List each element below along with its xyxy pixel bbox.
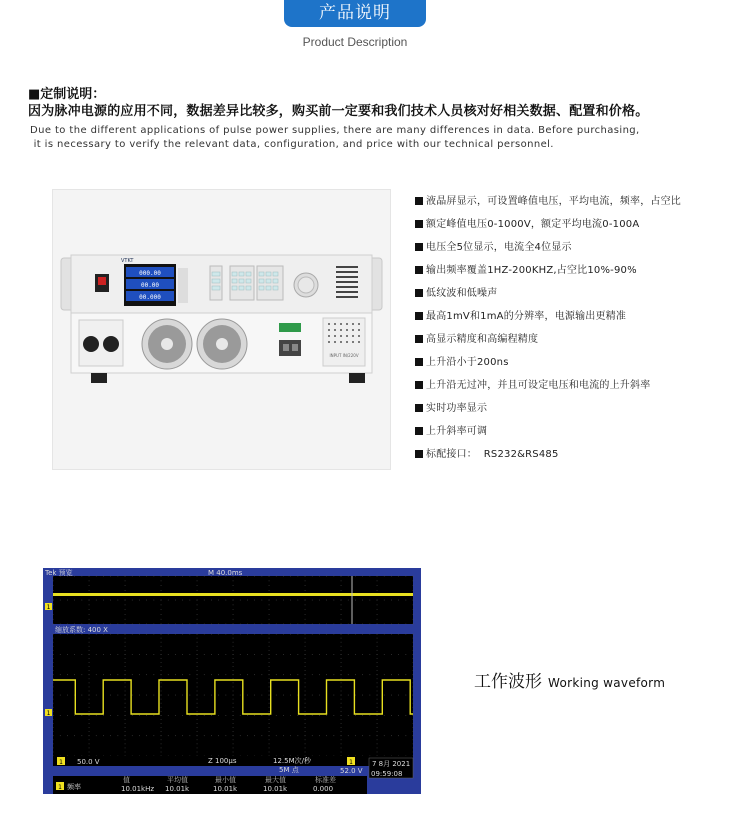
bullet-icon [415, 335, 423, 343]
display-readout-3: 00.000 [139, 294, 161, 301]
feature-item: 实时功率显示 [415, 401, 745, 424]
brand-logo: VTKT [121, 258, 134, 264]
scope-meas-name: 频率 [67, 783, 81, 791]
scope-time: 09:59:08 [371, 770, 403, 778]
scope-meas-header: 平均值 [167, 776, 188, 784]
waveform-caption [474, 667, 665, 692]
bullet-icon [415, 381, 423, 389]
page-section-subtitle: Product Description [302, 35, 408, 49]
feature-item: 高显示精度和高编程精度 [415, 332, 745, 355]
feature-item: 上升斜率可调 [415, 424, 745, 447]
scope-top-label: Tek 预览 [45, 569, 73, 577]
bullet-icon [415, 427, 423, 435]
waveform-caption-en: Working waveform [548, 676, 666, 690]
scope-meas-value: 10.01k [263, 785, 288, 793]
feature-item: 输出频率覆盖1HZ-200KHZ,占空比10%-90% [415, 263, 745, 286]
scope-sample-rate: 12.5M次/秒 [273, 757, 311, 765]
bullet-icon [415, 450, 423, 458]
custom-heading-text: 定制说明： [40, 87, 106, 102]
feature-item: 低纹波和低噪声 [415, 286, 745, 309]
scope-trigger-level: 52.0 V [340, 767, 363, 775]
display-readout-1: 000.00 [139, 270, 161, 277]
scope-meas-value: 0.000 [313, 785, 334, 793]
scope-meas-header: 值 [123, 776, 130, 784]
feature-list [415, 194, 745, 470]
bullet-icon [415, 404, 423, 412]
scope-date: 7 8月 2021 [372, 760, 411, 768]
scope-top-time: M 40.0ms [208, 569, 243, 577]
scope-meas-header: 标准差 [315, 776, 336, 784]
product-photo [52, 189, 391, 470]
oscilloscope-screenshot [43, 568, 421, 794]
feature-item: 液晶屏显示，可设置峰值电压，平均电流，频率，占空比 [415, 194, 745, 217]
scope-ch1-marker-label: 1 [46, 710, 51, 717]
bullet-icon [415, 197, 423, 205]
display-readout-2: 00.00 [140, 282, 160, 289]
feature-item: 上升沿无过冲，并且可设定电压和电流的上升斜率 [415, 378, 745, 401]
input-label: INPUT IN/220V [329, 353, 359, 358]
feature-item: 最高1mV和1mA的分辨率，电源输出更精准 [415, 309, 745, 332]
scope-meas-value: 10.01k [165, 785, 190, 793]
custom-heading: ■定制说明： [28, 87, 106, 102]
page-section-title: 产品说明 [284, 0, 426, 27]
scope-ch1-scale: 50.0 V [77, 758, 100, 766]
feature-item: 标配接口： RS232&RS485 [415, 447, 745, 470]
feature-item: 电压全5位显示，电流全4位显示 [415, 240, 745, 263]
scope-trigger-badge-label: 1 [349, 759, 353, 766]
waveform-caption-zh: 工作波形 [474, 672, 542, 692]
bullet-icon [415, 358, 423, 366]
bullet-icon [415, 266, 423, 274]
scope-meas-header: 最小值 [215, 776, 236, 784]
bullet-icon [415, 243, 423, 251]
scope-meas-value: 10.01kHz [121, 785, 155, 793]
bullet-icon [415, 289, 423, 297]
bullet-icon [415, 312, 423, 320]
scope-points: 5M 点 [279, 766, 299, 774]
scope-preview-trace [53, 593, 413, 596]
feature-item: 上升沿小于200ns [415, 355, 745, 378]
custom-note-english [30, 124, 720, 152]
scope-timebase: Z 100µs [208, 757, 237, 765]
feature-item: 额定峰值电压0-1000V，额定平均电流0-100A [415, 217, 745, 240]
scope-meas-header: 最大值 [265, 776, 286, 784]
custom-note: 因为脉冲电源的应用不同，数据差异比较多，购买前一定要和我们技术人员核对好相关数据、配置和价格。 [28, 104, 649, 119]
scope-zoom-label: 缩放系数: 400 X [55, 626, 108, 634]
scope-ch1-marker-top-label: 1 [46, 604, 51, 611]
scope-meas-badge-label: 1 [58, 784, 62, 791]
bullet-icon [415, 220, 423, 228]
custom-note-english-line-1: Due to the different applications of pulse power supplies, there are many differences in data. Before purchasing, [30, 125, 640, 136]
scope-ch1-badge-label: 1 [59, 759, 63, 766]
custom-note-english-line-2: it is necessary to verify the relevant data, configuration, and price with our technical personnel. [30, 139, 554, 150]
scope-meas-value: 10.01k [213, 785, 238, 793]
